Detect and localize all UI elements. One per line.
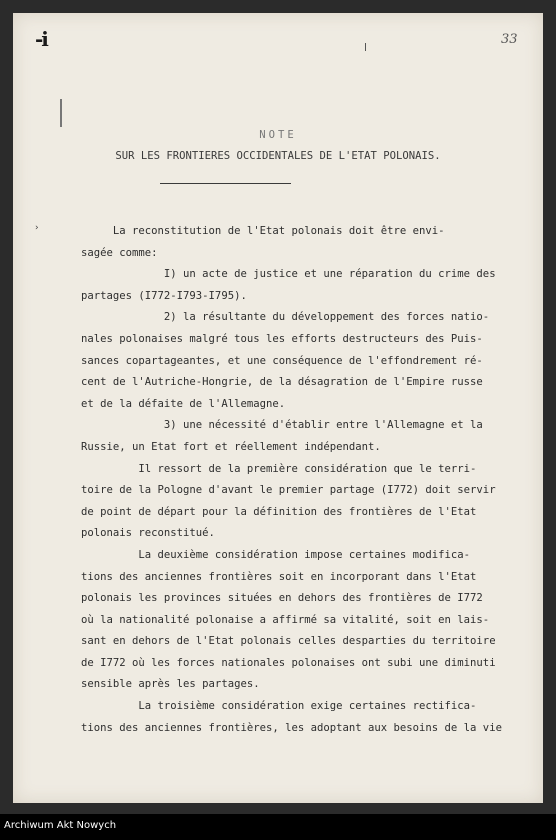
document-heading: NOTE [259, 129, 297, 141]
handwritten-mark: -i [35, 27, 47, 51]
text-line: La deuxième considération impose certaines modifica- [81, 548, 471, 561]
text-line: toire de la Pologne d'avant le premier partage (I772) doit servir [81, 484, 496, 497]
text-line: et de la défaite de l'Allemagne. [81, 397, 286, 410]
text-line: tions des anciennes frontières, les adoptant aux besoins de la vie [81, 721, 502, 734]
text-line: sant en dehors de l'Etat polonais celles desparties du territoire [81, 635, 496, 648]
text-line: de point de départ pour la définition des frontières de l'Etat [81, 505, 477, 518]
text-line: 2) la résultante du développement des forces natio- [81, 311, 490, 324]
text-line: partages (I772-I793-I795). [81, 289, 247, 302]
text-line: sances copartageantes, et une conséquence de l'effondrement ré- [81, 354, 483, 367]
document-subheading: SUR LES FRONTIERES OCCIDENTALES DE L'ETAT POLONAIS. [115, 150, 441, 162]
text-line: Russie, un Etat fort et réellement indépendant. [81, 440, 381, 453]
text-line: où la nationalité polonaise a affirmé sa vitalité, soit en lais- [81, 613, 490, 626]
page-number: 33 [501, 32, 518, 47]
text-line: nales polonaises malgré tous les efforts destructeurs des Puis- [81, 332, 483, 345]
heading-rule [160, 183, 291, 184]
archive-name: Archiwum Akt Nowych [4, 820, 117, 831]
ink-mark [365, 43, 366, 51]
margin-dot-icon: › [34, 223, 40, 233]
body-text [81, 221, 513, 739]
document-page [13, 13, 543, 803]
text-line: sensible après les partages. [81, 678, 260, 691]
text-line: de I772 où les forces nationales polonaises ont subi une diminuti [81, 656, 496, 669]
text-line: Il ressort de la première considération que le terri- [81, 462, 477, 475]
text-line: 3) une nécessité d'établir entre l'Allemagne et la [81, 419, 483, 432]
text-line: sagée comme: [81, 246, 158, 259]
archive-footer [0, 814, 556, 840]
text-line: polonais les provinces situées en dehors des frontières de I772 [81, 592, 483, 605]
text-line: polonais reconstitué. [81, 527, 215, 540]
text-line: La troisième considération exige certaines rectifica- [81, 700, 477, 713]
ink-mark [60, 99, 62, 127]
text-line: La reconstitution de l'Etat polonais doit être envi- [81, 225, 445, 237]
text-line: cent de l'Autriche-Hongrie, de la désagration de l'Empire russe [81, 376, 483, 389]
text-line: I) un acte de justice et une réparation du crime des [81, 268, 496, 281]
text-line: tions des anciennes frontières soit en incorporant dans l'Etat [81, 570, 477, 583]
